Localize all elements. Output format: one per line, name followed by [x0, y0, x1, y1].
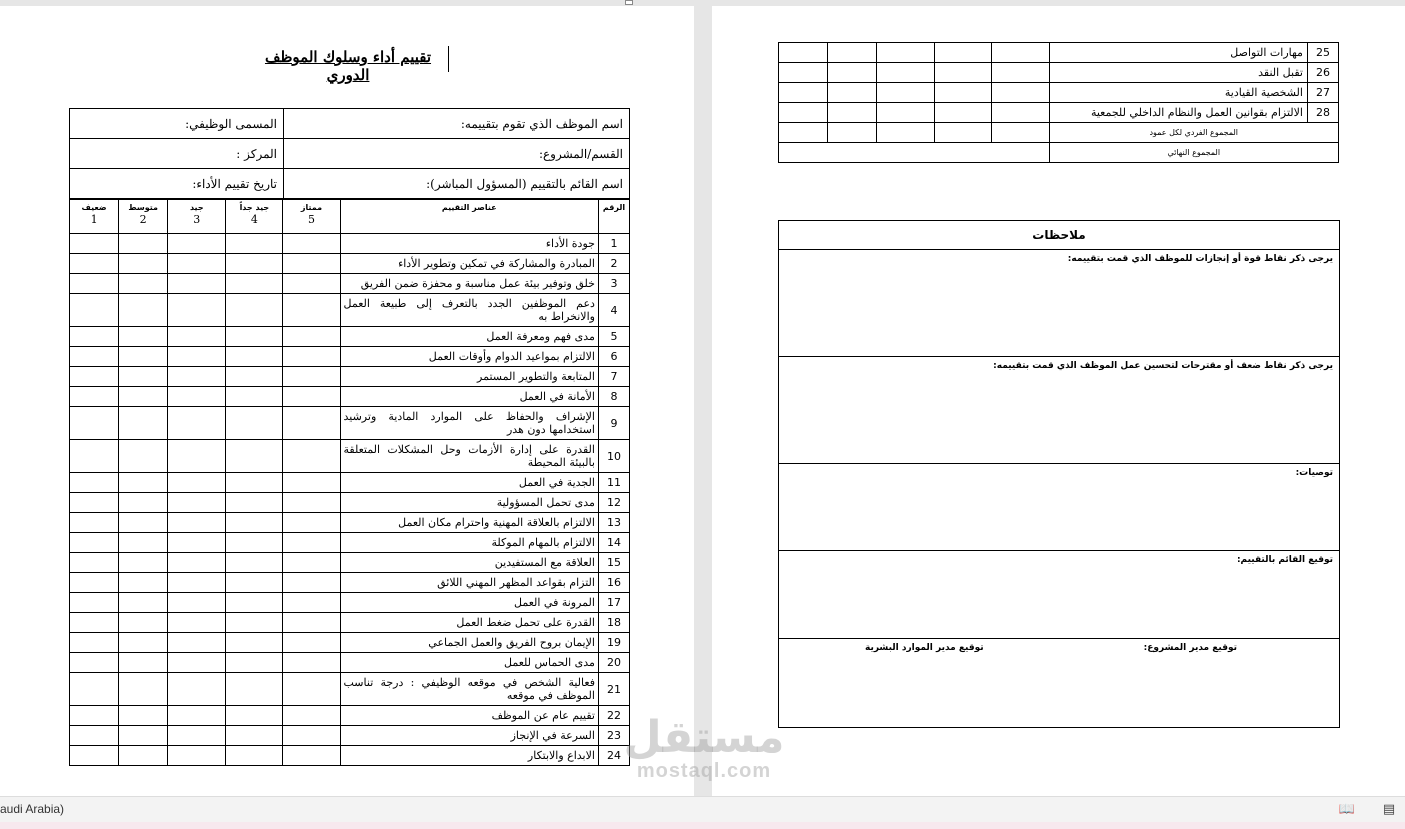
notes-header: ملاحظات — [779, 221, 1340, 250]
row-number: 28 — [1307, 103, 1338, 123]
strengths-field[interactable] — [779, 250, 1340, 357]
header-average: متوسط 2 — [119, 200, 168, 234]
score-cell[interactable] — [119, 706, 168, 726]
table-row — [70, 513, 630, 533]
row-number: 1 — [598, 234, 629, 254]
score-cell[interactable] — [168, 553, 226, 573]
score-cell[interactable] — [226, 254, 283, 274]
score-cell[interactable] — [283, 573, 340, 593]
score-cell[interactable] — [226, 633, 283, 653]
score-cell[interactable] — [283, 234, 340, 254]
score-cell[interactable] — [119, 347, 168, 367]
criteria-text: التزام بقواعد المظهر المهني اللائق — [340, 573, 598, 593]
status-bar — [0, 796, 1405, 822]
criteria-text: مدى فهم ومعرفة العمل — [340, 327, 598, 347]
score-cell[interactable] — [935, 103, 992, 123]
score-cell[interactable] — [119, 493, 168, 513]
score-cell[interactable] — [168, 746, 226, 766]
weaknesses-label: يرجى ذكر نقاط ضعف أو مقترحات لتحسين عمل الموظف الذي قمت بتقييمه: — [993, 361, 1333, 371]
score-cell[interactable] — [119, 593, 168, 613]
table-row — [779, 103, 1339, 123]
score-cell[interactable] — [226, 294, 283, 327]
watermark-logo: مستقل mostaql.com — [623, 712, 785, 782]
ruler-drag-handle[interactable] — [625, 0, 633, 5]
score-cell[interactable] — [877, 103, 935, 123]
row-number: 22 — [598, 706, 629, 726]
score-cell[interactable] — [119, 613, 168, 633]
score-cell[interactable] — [168, 533, 226, 553]
table-row — [70, 553, 630, 573]
criteria-text: المتابعة والتطوير المستمر — [340, 367, 598, 387]
score-cell[interactable] — [70, 613, 119, 633]
score-cell[interactable] — [226, 653, 283, 673]
score-cell[interactable] — [226, 513, 283, 533]
score-cell[interactable] — [168, 347, 226, 367]
score-cell[interactable] — [168, 327, 226, 347]
table-row — [70, 407, 630, 440]
evaluator-field[interactable]: اسم القائم بالتقييم (المسؤول المباشر): — [284, 169, 630, 199]
row-number: 23 — [598, 726, 629, 746]
score-cell[interactable] — [168, 613, 226, 633]
score-cell[interactable] — [283, 347, 340, 367]
row-number: 10 — [598, 440, 629, 473]
score-cell[interactable] — [70, 726, 119, 746]
score-cell[interactable] — [119, 553, 168, 573]
criteria-text: الإشراف والحفاظ على الموارد المادية وترشيد استخدامها دون هدر — [340, 407, 598, 440]
table-row — [70, 726, 630, 746]
score-cell[interactable] — [283, 593, 340, 613]
criteria-text: خلق وتوفير بيئة عمل مناسبة و محفزة ضمن الفريق — [340, 274, 598, 294]
score-cell[interactable] — [283, 274, 340, 294]
criteria-text: مهارات التواصل — [1049, 43, 1307, 63]
score-cell[interactable] — [168, 440, 226, 473]
row-number: 14 — [598, 533, 629, 553]
score-cell[interactable] — [992, 103, 1049, 123]
score-cell[interactable] — [226, 553, 283, 573]
score-cell[interactable] — [119, 274, 168, 294]
manager-signatures-field[interactable] — [779, 639, 1340, 728]
signatures-row — [785, 643, 1333, 653]
score-cell[interactable] — [877, 83, 935, 103]
criteria-text: المبادرة والمشاركة في تمكين وتطوير الأداء — [340, 254, 598, 274]
row-number: 6 — [598, 347, 629, 367]
table-row — [70, 440, 630, 473]
score-cell[interactable] — [70, 533, 119, 553]
score-cell[interactable] — [283, 440, 340, 473]
score-cell[interactable] — [226, 473, 283, 493]
table-row — [779, 43, 1339, 63]
row-number: 12 — [598, 493, 629, 513]
score-cell[interactable] — [283, 553, 340, 573]
score-cell[interactable] — [283, 653, 340, 673]
score-cell[interactable] — [226, 613, 283, 633]
row-number: 9 — [598, 407, 629, 440]
table-row — [70, 613, 630, 633]
score-cell[interactable] — [828, 63, 877, 83]
table-row — [70, 673, 630, 706]
language-indicator[interactable]: audi Arabia) — [0, 802, 65, 816]
score-cell[interactable] — [119, 254, 168, 274]
row-number: 16 — [598, 573, 629, 593]
score-cell[interactable] — [828, 103, 877, 123]
score-cell[interactable] — [70, 746, 119, 766]
criteria-text: الابداع والابتكار — [340, 746, 598, 766]
score-cell[interactable] — [828, 83, 877, 103]
score-cell[interactable] — [168, 473, 226, 493]
score-cell[interactable] — [226, 234, 283, 254]
score-cell[interactable] — [119, 327, 168, 347]
table-row — [70, 633, 630, 653]
score-cell[interactable] — [168, 387, 226, 407]
score-cell[interactable] — [283, 673, 340, 706]
row-number: 25 — [1307, 43, 1338, 63]
row-number: 17 — [598, 593, 629, 613]
score-cell[interactable] — [226, 407, 283, 440]
score-cell[interactable] — [119, 440, 168, 473]
final-total-label: المجموع النهائي — [1049, 143, 1339, 163]
score-cell[interactable] — [283, 254, 340, 274]
score-cell[interactable] — [226, 673, 283, 706]
score-cell[interactable] — [992, 123, 1049, 143]
score-cell[interactable] — [168, 294, 226, 327]
score-cell[interactable] — [226, 367, 283, 387]
criteria-text: الالتزام بالمهام الموكلة — [340, 533, 598, 553]
score-cell[interactable] — [168, 726, 226, 746]
score-cell[interactable] — [779, 83, 828, 103]
employee-info-table — [69, 108, 630, 199]
table-row — [70, 234, 630, 254]
row-number: 3 — [598, 274, 629, 294]
table-row — [779, 63, 1339, 83]
table-row — [70, 254, 630, 274]
score-cell[interactable] — [168, 254, 226, 274]
score-cell[interactable] — [119, 294, 168, 327]
row-number: 7 — [598, 367, 629, 387]
criteria-text: الأمانة في العمل — [340, 387, 598, 407]
table-row — [779, 83, 1339, 103]
row-number: 18 — [598, 613, 629, 633]
criteria-text: الإيمان بروح الفريق والعمل الجماعي — [340, 633, 598, 653]
table-row — [70, 327, 630, 347]
row-number: 13 — [598, 513, 629, 533]
score-cell[interactable] — [828, 123, 877, 143]
score-cell[interactable] — [70, 633, 119, 653]
table-row — [70, 493, 630, 513]
table-row — [70, 473, 630, 493]
score-cell[interactable] — [226, 746, 283, 766]
score-cell[interactable] — [283, 473, 340, 493]
book-icon[interactable]: 📖 — [1338, 801, 1356, 817]
criteria-text: جودة الأداء — [340, 234, 598, 254]
table-row — [70, 706, 630, 726]
table-row — [70, 274, 630, 294]
eval-date-field[interactable]: تاريخ تقييم الأداء: — [70, 169, 284, 199]
table-row — [70, 533, 630, 553]
criteria-text: السرعة في الإنجاز — [340, 726, 598, 746]
notes-table — [778, 220, 1340, 728]
score-cell[interactable] — [70, 254, 119, 274]
score-cell[interactable] — [283, 367, 340, 387]
score-cell[interactable] — [226, 274, 283, 294]
score-cell[interactable] — [70, 706, 119, 726]
score-cell[interactable] — [226, 726, 283, 746]
score-cell[interactable] — [70, 513, 119, 533]
score-cell[interactable] — [935, 43, 992, 63]
row-number: 24 — [598, 746, 629, 766]
criteria-text: دعم الموظفين الجدد بالتعرف إلى طبيعة العمل والانخراط به — [340, 294, 598, 327]
score-cell[interactable] — [70, 347, 119, 367]
score-cell[interactable] — [226, 440, 283, 473]
score-cell[interactable] — [168, 367, 226, 387]
recommendations-field[interactable] — [779, 464, 1340, 551]
row-number: 19 — [598, 633, 629, 653]
score-cell[interactable] — [168, 274, 226, 294]
score-cell[interactable] — [168, 234, 226, 254]
score-cell[interactable] — [226, 347, 283, 367]
score-cell[interactable] — [70, 407, 119, 440]
table-row — [70, 294, 630, 327]
column-total-label: المجموع الفردي لكل عمود — [1049, 123, 1339, 143]
job-title-field[interactable]: المسمى الوظيفي: — [70, 109, 284, 139]
score-cell[interactable] — [168, 493, 226, 513]
evaluator-signature-field[interactable] — [779, 551, 1340, 639]
score-cell[interactable] — [168, 593, 226, 613]
score-cell[interactable] — [70, 274, 119, 294]
criteria-text: العلاقة مع المستفيدين — [340, 553, 598, 573]
score-cell[interactable] — [992, 43, 1049, 63]
score-cell[interactable] — [935, 123, 992, 143]
score-cell[interactable] — [283, 613, 340, 633]
criteria-text: مدى تحمل المسؤولية — [340, 493, 598, 513]
score-cell[interactable] — [992, 63, 1049, 83]
table-row — [70, 347, 630, 367]
score-cell[interactable] — [70, 234, 119, 254]
score-cell[interactable] — [828, 43, 877, 63]
score-cell[interactable] — [168, 573, 226, 593]
score-cell[interactable] — [119, 673, 168, 706]
score-cell[interactable] — [70, 653, 119, 673]
score-cell[interactable] — [992, 83, 1049, 103]
document-title: تقييم أداء وسلوك الموظف الدوري — [264, 48, 432, 84]
score-cell[interactable] — [70, 387, 119, 407]
score-cell[interactable] — [779, 63, 828, 83]
criteria-text: تقبل النقد — [1049, 63, 1307, 83]
table-row — [70, 746, 630, 766]
score-cell[interactable] — [119, 407, 168, 440]
score-cell[interactable] — [119, 367, 168, 387]
criteria-text: الجدية في العمل — [340, 473, 598, 493]
score-cell[interactable] — [226, 573, 283, 593]
score-cell[interactable] — [226, 387, 283, 407]
score-cell[interactable] — [226, 533, 283, 553]
row-number: 8 — [598, 387, 629, 407]
score-cell[interactable] — [70, 367, 119, 387]
center-field[interactable]: المركز : — [70, 139, 284, 169]
score-cell[interactable] — [119, 234, 168, 254]
final-total-cell[interactable] — [779, 143, 1050, 163]
row-number: 20 — [598, 653, 629, 673]
score-cell[interactable] — [119, 387, 168, 407]
score-cell[interactable] — [877, 63, 935, 83]
score-cell[interactable] — [168, 513, 226, 533]
table-row — [70, 593, 630, 613]
score-cell[interactable] — [119, 653, 168, 673]
score-cell[interactable] — [168, 633, 226, 653]
score-cell[interactable] — [779, 103, 828, 123]
criteria-text: الالتزام بالعلاقة المهنية واحترام مكان العمل — [340, 513, 598, 533]
recommendations-label: توصيات: — [1295, 468, 1333, 478]
score-cell[interactable] — [119, 533, 168, 553]
score-cell[interactable] — [283, 294, 340, 327]
criteria-text: مدى الحماس للعمل — [340, 653, 598, 673]
header-number: الرقم — [598, 200, 629, 234]
header-good: جيد 3 — [168, 200, 226, 234]
score-cell[interactable] — [70, 294, 119, 327]
score-cell[interactable] — [70, 327, 119, 347]
table-row — [70, 573, 630, 593]
weaknesses-field[interactable] — [779, 357, 1340, 464]
header-very-good: جيد جداً 4 — [226, 200, 283, 234]
score-cell[interactable] — [119, 473, 168, 493]
evaluation-table-continued — [778, 42, 1339, 163]
criteria-text: تقييم عام عن الموظف — [340, 706, 598, 726]
score-cell[interactable] — [168, 673, 226, 706]
criteria-text: الالتزام بقوانين العمل والنظام الداخلي للجمعية — [1049, 103, 1307, 123]
score-cell[interactable] — [70, 440, 119, 473]
score-cell[interactable] — [119, 573, 168, 593]
score-cell[interactable] — [119, 633, 168, 653]
score-cell[interactable] — [283, 493, 340, 513]
score-cell[interactable] — [70, 673, 119, 706]
row-number: 26 — [1307, 63, 1338, 83]
taskbar-strip — [0, 822, 1405, 829]
table-row — [70, 387, 630, 407]
row-number: 2 — [598, 254, 629, 274]
header-criteria: عناصر التقييم — [340, 200, 598, 234]
criteria-text: فعالية الشخص في موقعه الوظيفي : درجة تناسب الموظف في موقعه — [340, 673, 598, 706]
row-number: 27 — [1307, 83, 1338, 103]
score-cell[interactable] — [70, 573, 119, 593]
score-cell[interactable] — [283, 726, 340, 746]
hr-manager-signature-label: توقيع مدير الموارد البشرية — [864, 643, 984, 653]
header-excellent: ممتاز 5 — [283, 200, 340, 234]
employee-name-field[interactable]: اسم الموظف الذي تقوم بتقييمه: — [284, 109, 630, 139]
row-number: 21 — [598, 673, 629, 706]
score-cell[interactable] — [168, 706, 226, 726]
page-gap — [694, 6, 712, 796]
strengths-label: يرجى ذكر نقاط قوة أو إنجازات للموظف الذي قمت بتقييمه: — [1067, 254, 1333, 264]
table-row — [70, 653, 630, 673]
project-manager-signature-label: توقيع مدير المشروع: — [1143, 643, 1237, 653]
criteria-text: المرونة في العمل — [340, 593, 598, 613]
evaluator-signature-label: توقيع القائم بالتقييم: — [1236, 555, 1333, 565]
criteria-text: القدرة على تحمل ضغط العمل — [340, 613, 598, 633]
score-cell[interactable] — [70, 593, 119, 613]
criteria-text: القدرة على إدارة الأزمات وحل المشكلات المتعلقة بالبيئة المحيطة — [340, 440, 598, 473]
score-cell[interactable] — [283, 407, 340, 440]
score-cell[interactable] — [877, 43, 935, 63]
score-cell[interactable] — [226, 706, 283, 726]
score-cell[interactable] — [226, 493, 283, 513]
text-cursor — [448, 46, 449, 72]
row-number: 15 — [598, 553, 629, 573]
print-layout-icon[interactable]: ▤ — [1382, 801, 1396, 817]
score-cell[interactable] — [70, 553, 119, 573]
score-cell[interactable] — [283, 706, 340, 726]
row-number: 11 — [598, 473, 629, 493]
score-cell[interactable] — [935, 63, 992, 83]
score-cell[interactable] — [119, 513, 168, 533]
evaluation-table — [69, 199, 630, 766]
score-cell[interactable] — [226, 593, 283, 613]
score-cell[interactable] — [168, 407, 226, 440]
score-cell[interactable] — [119, 746, 168, 766]
score-cell[interactable] — [935, 83, 992, 103]
criteria-text: الشخصية القيادية — [1049, 83, 1307, 103]
score-cell[interactable] — [283, 533, 340, 553]
score-cell[interactable] — [70, 493, 119, 513]
score-cell[interactable] — [119, 726, 168, 746]
score-cell[interactable] — [779, 123, 828, 143]
row-number: 4 — [598, 294, 629, 327]
score-cell[interactable] — [283, 513, 340, 533]
row-number: 5 — [598, 327, 629, 347]
score-cell[interactable] — [283, 746, 340, 766]
criteria-text: الالتزام بمواعيد الدوام وأوقات العمل — [340, 347, 598, 367]
department-field[interactable]: القسم/المشروع: — [284, 139, 630, 169]
document-page-left — [0, 6, 694, 796]
score-cell[interactable] — [226, 327, 283, 347]
table-row — [70, 367, 630, 387]
score-cell[interactable] — [283, 327, 340, 347]
score-cell[interactable] — [168, 653, 226, 673]
score-cell[interactable] — [283, 633, 340, 653]
document-page-right — [712, 6, 1405, 796]
score-cell[interactable] — [70, 473, 119, 493]
header-weak: ضعيف 1 — [70, 200, 119, 234]
score-cell[interactable] — [283, 387, 340, 407]
score-cell[interactable] — [877, 123, 935, 143]
score-cell[interactable] — [779, 43, 828, 63]
